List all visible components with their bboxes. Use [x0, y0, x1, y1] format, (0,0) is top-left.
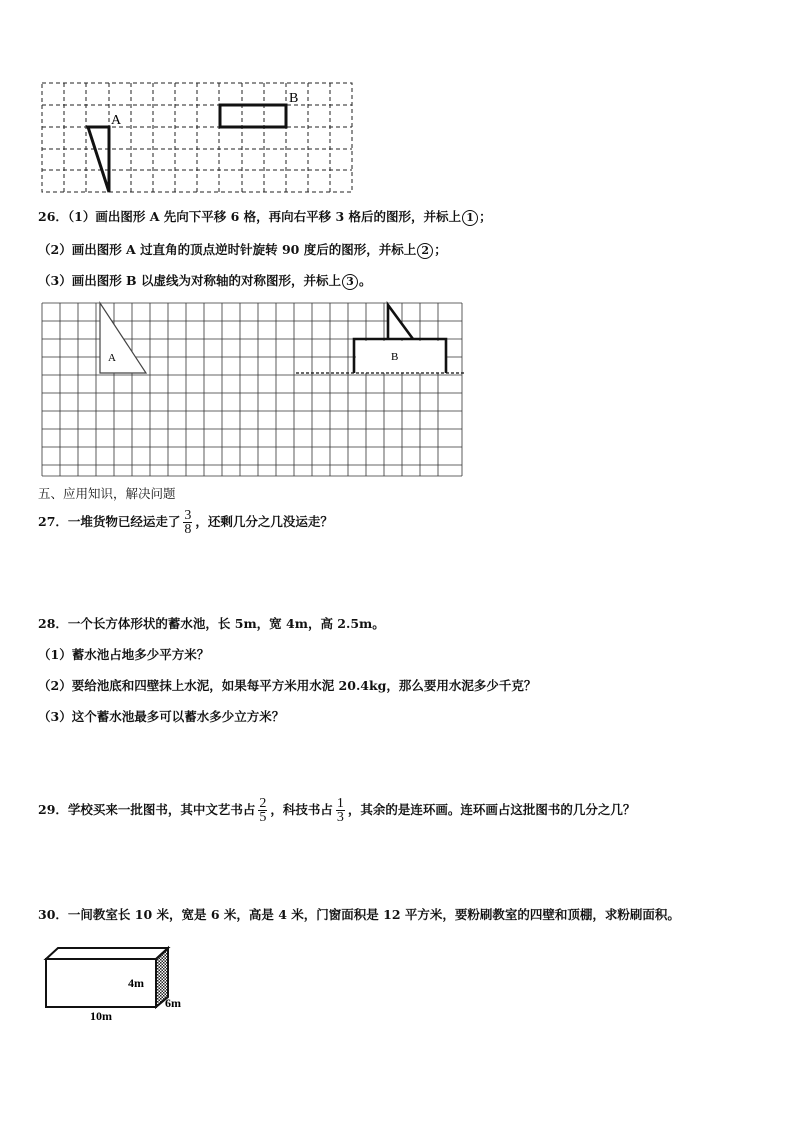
q28-part2: （2）要给池底和四壁抹上水泥，如果每平方米用水泥 20.4kg，那么要用水泥多少千克？ [38, 678, 537, 693]
q28-part1: （1）蓄水池占地多少平方米？ [38, 647, 210, 662]
label-width: 6m [165, 996, 181, 1010]
label-b: B [289, 91, 299, 106]
box-top-face [46, 948, 168, 959]
q26-part3: （3）画出图形 B 以虚线为对称轴的对称图形，并标上 3 。 [38, 273, 372, 288]
triangle-a-shape [88, 127, 109, 192]
q28-stem: 28．一个长方体形状的蓄水池，长 5m，宽 4m，高 2.5m。 [38, 616, 385, 631]
label-b: B [391, 351, 399, 363]
q28-part3: （3）这个蓄水池最多可以蓄水多少立方米？ [38, 709, 285, 724]
rectangle-b-shape [220, 105, 286, 127]
label-length: 10m [90, 1009, 112, 1023]
q26-part2: （2）画出图形 A 过直角的顶点逆时针旋转 90 度后的图形，并标上 2 ； [38, 242, 447, 257]
q26-part1: 26．（1）画出图形 A 先向下平移 6 格，再向右平移 3 格后的图形，并标上 1 ； [38, 209, 492, 224]
label-a: A [111, 113, 122, 128]
classroom-box-figure [40, 944, 200, 1024]
q27: 27．一堆货物已经运走了 $\frac{3}{8}$ ，还剩几分之几没运走？ [38, 508, 333, 537]
fraction-2-5: $\frac{2}{5}$ [259, 796, 267, 825]
label-height: 4m [128, 976, 144, 990]
grid-figure-2 [38, 300, 468, 480]
circled-number-3: 3 [342, 274, 358, 290]
circled-number-1: 1 [462, 210, 478, 226]
circled-number-2: 2 [417, 243, 433, 259]
fraction-1-3: $\frac{1}{3}$ [336, 796, 344, 825]
grid-figure-1 [38, 80, 358, 198]
q29: 29．学校买来一批图书，其中文艺书占 $\frac{2}{5}$ ，科技书占 $\frac{1}{3}$ ，其余的是连环画。连环画占这批图书的几分之几？ [38, 796, 636, 825]
label-a: A [108, 352, 116, 364]
section-title: 五、应用知识，解决问题 [38, 486, 176, 501]
fraction-3-8: $\frac{3}{8}$ [184, 508, 192, 537]
triangle-a-shape [100, 303, 146, 373]
q30: 30．一间教室长 10 米，宽是 6 米，高是 4 米，门窗面积是 12 平方米，要粉刷教室的四壁和顶棚，求粉刷面积。 [38, 907, 680, 922]
